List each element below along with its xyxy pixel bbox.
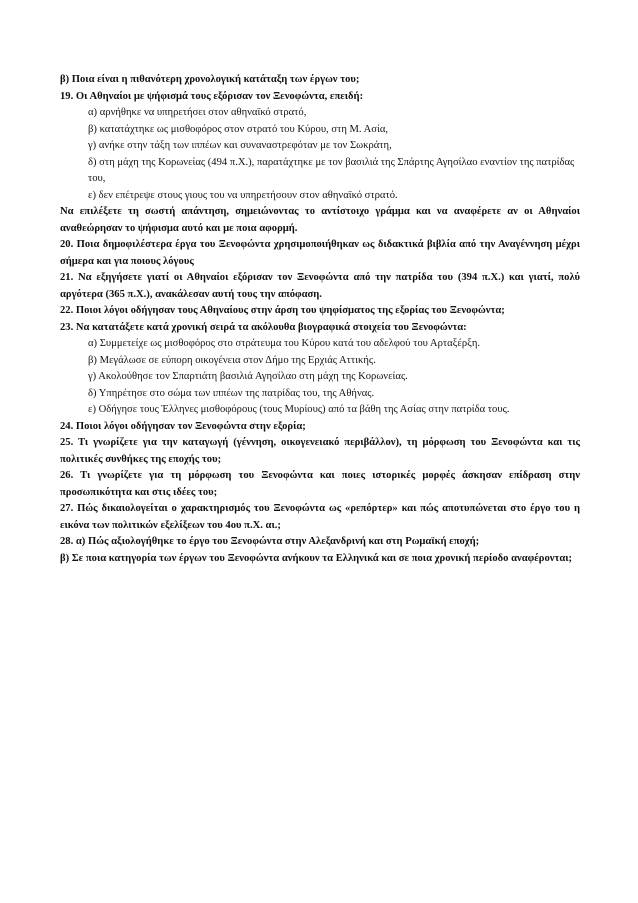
question-28a: 28. α) Πώς αξιολογήθηκε το έργο του Ξενοφώντα στην Αλεξανδρινή και στη Ρωμαϊκή εποχή;: [60, 536, 480, 547]
document-page: [60, 72, 580, 567]
question-27: 27. Πώς δικαιολογείται ο χαρακτηρισμός του Ξενοφώντα ως «ρεπόρτερ» και πώς αποτυπώνεται στο έργο του η εικόνα των πολιτικών εξελίξεων του 4ου π.Χ. αι.;: [60, 503, 580, 531]
question-23-option-c: γ) Ακολούθησε τον Σπαρτιάτη βασιλιά Αγησίλαο στη μάχη της Κορωνείας.: [88, 371, 408, 382]
question-23-stem: 23. Να κατατάξετε κατά χρονική σειρά τα ακόλουθα βιογραφικά στοιχεία του Ξενοφώντα:: [60, 321, 467, 333]
question-25: 25. Τι γνωρίζετε για την καταγωγή (γέννηση, οικογενειακό περιβάλλον), τη μόρφωση του Ξενοφώντα και τις πολιτικές συνθήκες της εποχής του;: [60, 437, 580, 465]
question-23-option-a: α) Συμμετείχε ως μισθοφόρος στο στράτευμα του Κύρου κατά του αδελφού του Αρταξέρξη.: [88, 338, 481, 349]
question-20: 20. Ποια δημοφιλέστερα έργα του Ξενοφώντα χρησιμοποιήθηκαν ως διδακτικά βιβλία από την Αναγέννηση μέχρι σήμερα και για ποιους λόγους: [60, 239, 580, 267]
question-23-option-d: δ) Υπηρέτησε στο σώμα των ιππέων της πατρίδας του, της Αθήνας.: [88, 387, 375, 399]
question-21: 21. Να εξηγήσετε γιατί οι Αθηναίοι εξόρισαν τον Ξενοφώντα από την πατρίδα του (394 π.Χ.) και γιατί, πολύ αργότερα (365 π.Χ.), ανακάλεσαν αυτή τους την απόφαση.: [60, 272, 580, 300]
question-23-option-e: ε) Οδήγησε τους Έλληνες μισθοφόρους (τους Μυρίους) από τα βάθη της Ασίας στην πατρίδα τους.: [88, 404, 510, 415]
question-24: 24. Ποιοι λόγοι οδήγησαν τον Ξενοφώντα στην εξορία;: [60, 420, 306, 432]
question-22: 22. Ποιοι λόγοι οδήγησαν τους Αθηναίους στην άρση του ψηφίσματος της εξορίας του Ξενοφώντα;: [60, 305, 505, 316]
question-28b: β) Σε ποια κατηγορία των έργων του Ξενοφώντα ανήκουν τα Ελληνικά και σε ποια χρονική περίοδο αναφέρονται;: [60, 552, 573, 564]
question-19-stem: 19. Οι Αθηναίοι με ψήφισμά τους εξόρισαν τον Ξενοφώντα, επειδή:: [60, 90, 364, 102]
question-19-option-e: ε) δεν επέτρεψε στους γιους του να υπηρετήσουν στον αθηναϊκό στρατό.: [88, 189, 398, 201]
question-19-option-b: β) κατατάχτηκε ως μισθοφόρος στον στρατό του Κύρου, στη Μ. Ασία,: [88, 123, 389, 135]
question-26: 26. Τι γνωρίζετε για τη μόρφωση του Ξενοφώντα και ποιες ιστορικές μορφές άσκησαν επίδραση στην προσωπικότητα και στις ιδέες του;: [60, 470, 580, 498]
question-23-option-b: β) Μεγάλωσε σε εύπορη οικογένεια στον Δήμο της Ερχιάς Αττικής.: [88, 354, 376, 366]
question-19-instruction: Να επιλέξετε τη σωστή απάντηση, σημειώνοντας το αντίστοιχο γράμμα και να αναφέρετε αν οι Αθηναίοι αναθεώρησαν το ψήφισμα αυτό και με ποια αφορμή.: [60, 206, 580, 234]
question-19-option-d: δ) στη μάχη της Κορωνείας (494 π.Χ.), παρατάχτηκε με τον βασιλιά της Σπάρτης Αγησίλαο εναντίον της πατρίδας του,: [88, 156, 575, 184]
question-19-option-c: γ) ανήκε στην τάξη των ιππέων και συναναστρεφόταν με τον Σωκράτη,: [88, 140, 392, 151]
question-19-option-a: α) αρνήθηκε να υπηρετήσει στον αθηναϊκό στρατό,: [88, 107, 307, 118]
question-18b: β) Ποια είναι η πιθανότερη χρονολογική κατάταξη των έργων του;: [60, 74, 360, 85]
